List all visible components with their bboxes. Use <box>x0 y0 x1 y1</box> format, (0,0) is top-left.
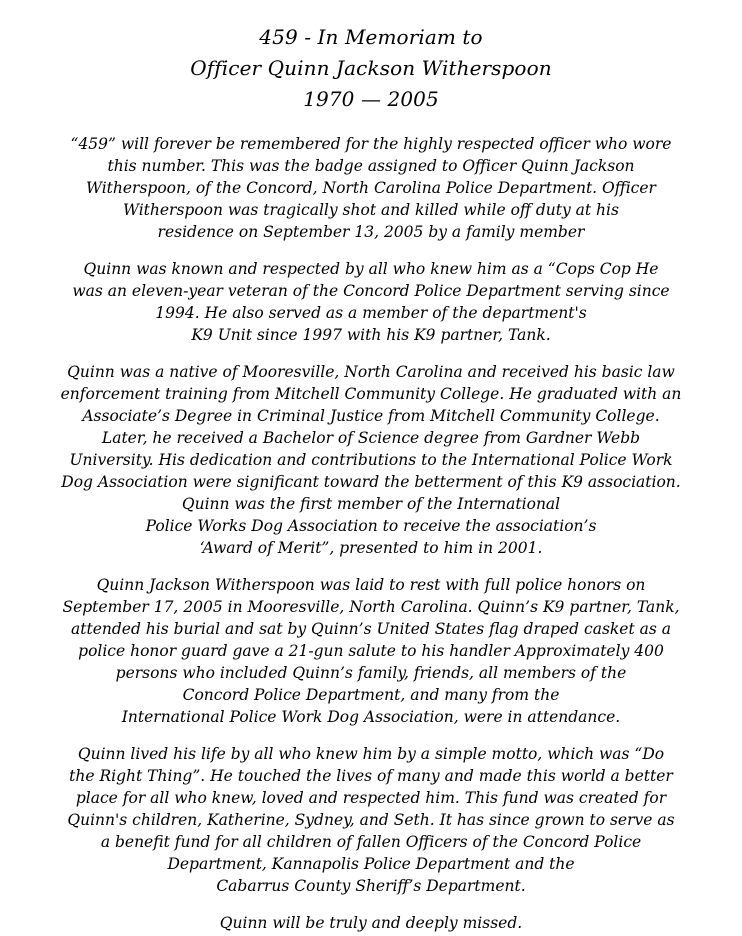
paragraph-badge <box>22 133 720 243</box>
title-line: 1970 — 2005 <box>303 87 439 111</box>
paragraph-closing <box>22 912 720 934</box>
title-line: 459 - In Memoriam to <box>259 25 483 49</box>
text-line: attended his burial and sat by Quinn’s United States flag draped casket as a <box>71 620 671 638</box>
text-line: Quinn was the first member of the International <box>181 495 561 513</box>
text-line: Department, Kannapolis Police Department and the <box>167 855 575 873</box>
text-line: Cabarrus County Sheriff’s Department. <box>216 877 526 895</box>
text-line: Concord Police Department, and many from the <box>182 686 560 704</box>
text-line: police honor guard gave a 21-gun salute to his handler Approximately 400 <box>78 642 664 660</box>
text-line: Quinn lived his life by all who knew him by a simple motto, which was “Do <box>77 745 665 763</box>
paragraph-education <box>22 361 720 559</box>
text-line: 1994. He also served as a member of the department's <box>155 304 587 322</box>
text-line: Police Works Dog Association to receive the association’s <box>145 517 597 535</box>
text-line: International Police Work Dog Association, were in attendance. <box>121 708 621 726</box>
text-line: Witherspoon was tragically shot and killed while off duty at his <box>123 201 619 219</box>
text-line: ‘Award of Merit”, presented to him in 2001. <box>199 539 543 557</box>
text-line: persons who included Quinn’s family, friends, all members of the <box>115 664 627 682</box>
paragraph-burial <box>22 574 720 728</box>
text-line: Witherspoon, of the Concord, North Carolina Police Department. Officer <box>86 179 656 197</box>
paragraph-fund <box>22 743 720 897</box>
text-line: K9 Unit since 1997 with his K9 partner, Tank. <box>191 326 551 344</box>
text-line: “459” will forever be remembered for the highly respected officer who wore <box>70 135 672 153</box>
text-line: September 17, 2005 in Mooresville, North Carolina. Quinn’s K9 partner, Tank, <box>62 598 680 616</box>
text-line: Associate’s Degree in Criminal Justice from Mitchell Community College. <box>82 407 660 425</box>
text-line: a benefit fund for all children of fallen Officers of the Concord Police <box>100 833 642 851</box>
text-line: was an eleven-year veteran of the Concord Police Department serving since <box>72 282 670 300</box>
text-line: this number. This was the badge assigned to Officer Quinn Jackson <box>107 157 635 175</box>
text-line: place for all who knew, loved and respected him. This fund was created for <box>75 789 667 807</box>
paragraph-service <box>22 258 720 346</box>
title-line: Officer Quinn Jackson Witherspoon <box>190 56 552 80</box>
document-title <box>22 22 720 115</box>
text-line: Quinn was known and respected by all who knew him as a “Cops Cop He <box>83 260 659 278</box>
text-line: Later, he received a Bachelor of Science degree from Gardner Webb <box>101 429 641 447</box>
text-line: enforcement training from Mitchell Community College. He graduated with an <box>60 385 682 403</box>
text-line: Dog Association were significant toward the betterment of this K9 association. <box>61 473 681 491</box>
text-line: Quinn was a native of Mooresville, North Carolina and received his basic law <box>67 363 675 381</box>
text-line: Quinn Jackson Witherspoon was laid to rest with full police honors on <box>96 576 646 594</box>
text-line: residence on September 13, 2005 by a family member <box>157 223 585 241</box>
text-line: University. His dedication and contributions to the International Police Work <box>69 451 673 469</box>
text-line: the Right Thing”. He touched the lives of many and made this world a better <box>69 767 673 785</box>
text-line: Quinn will be truly and deeply missed. <box>219 914 523 932</box>
text-line: Quinn's children, Katherine, Sydney, and Seth. It has since grown to serve as <box>67 811 675 829</box>
